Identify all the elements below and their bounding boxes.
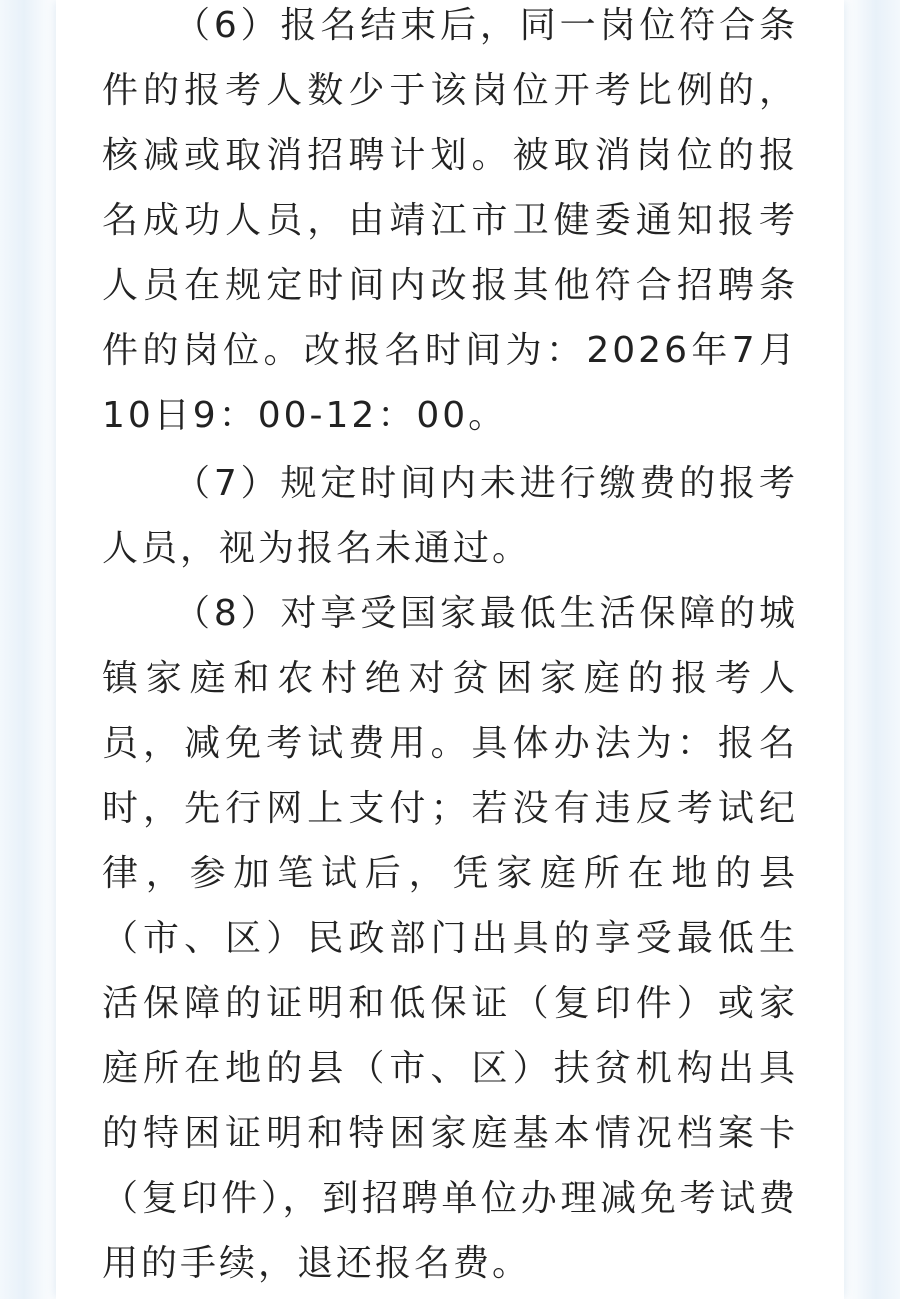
text-line: 件的报考人数少于该岗位开考比例的， — [102, 70, 798, 111]
text-line: 庭所在地的县（市、区）扶贫机构出具 — [102, 1048, 798, 1089]
text-line: （6）报名结束后，同一岗位符合条 — [174, 5, 798, 46]
text-line: 镇家庭和农村绝对贫困家庭的报考人 — [102, 658, 798, 699]
text-line: 用的手续，退还报名费。 — [102, 1243, 532, 1284]
text-line: 人员，视为报名未通过。 — [102, 528, 532, 569]
text-line: （市、区）民政部门出具的享受最低生 — [102, 918, 798, 959]
text-line: 的特困证明和特困家庭基本情况档案卡 — [102, 1113, 798, 1154]
text-line: （7）规定时间内未进行缴费的报考 — [174, 463, 798, 504]
paragraph-6 — [102, 0, 798, 448]
paragraph-8 — [102, 581, 798, 1296]
text-line: 员，减免考试费用。具体办法为：报名 — [102, 723, 798, 764]
paragraph-7 — [102, 451, 798, 581]
text-line: 人员在规定时间内改报其他符合招聘条 — [102, 265, 798, 306]
text-line: 活保障的证明和低保证（复印件）或家 — [102, 983, 798, 1024]
text-line: 名成功人员，由靖江市卫健委通知报考 — [102, 200, 798, 241]
text-line: 件的岗位。改报名时间为：2026年7月 — [102, 330, 798, 371]
text-line: 律，参加笔试后，凭家庭所在地的县 — [102, 853, 798, 894]
text-line: 10日9：00-12：00。 — [102, 395, 508, 436]
text-line: 时，先行网上支付；若没有违反考试纪 — [102, 788, 798, 829]
text-line: （8）对享受国家最低生活保障的城 — [174, 593, 798, 634]
text-line: （复印件），到招聘单位办理减免考试费 — [102, 1178, 798, 1219]
text-line: 核减或取消招聘计划。被取消岗位的报 — [102, 135, 798, 176]
